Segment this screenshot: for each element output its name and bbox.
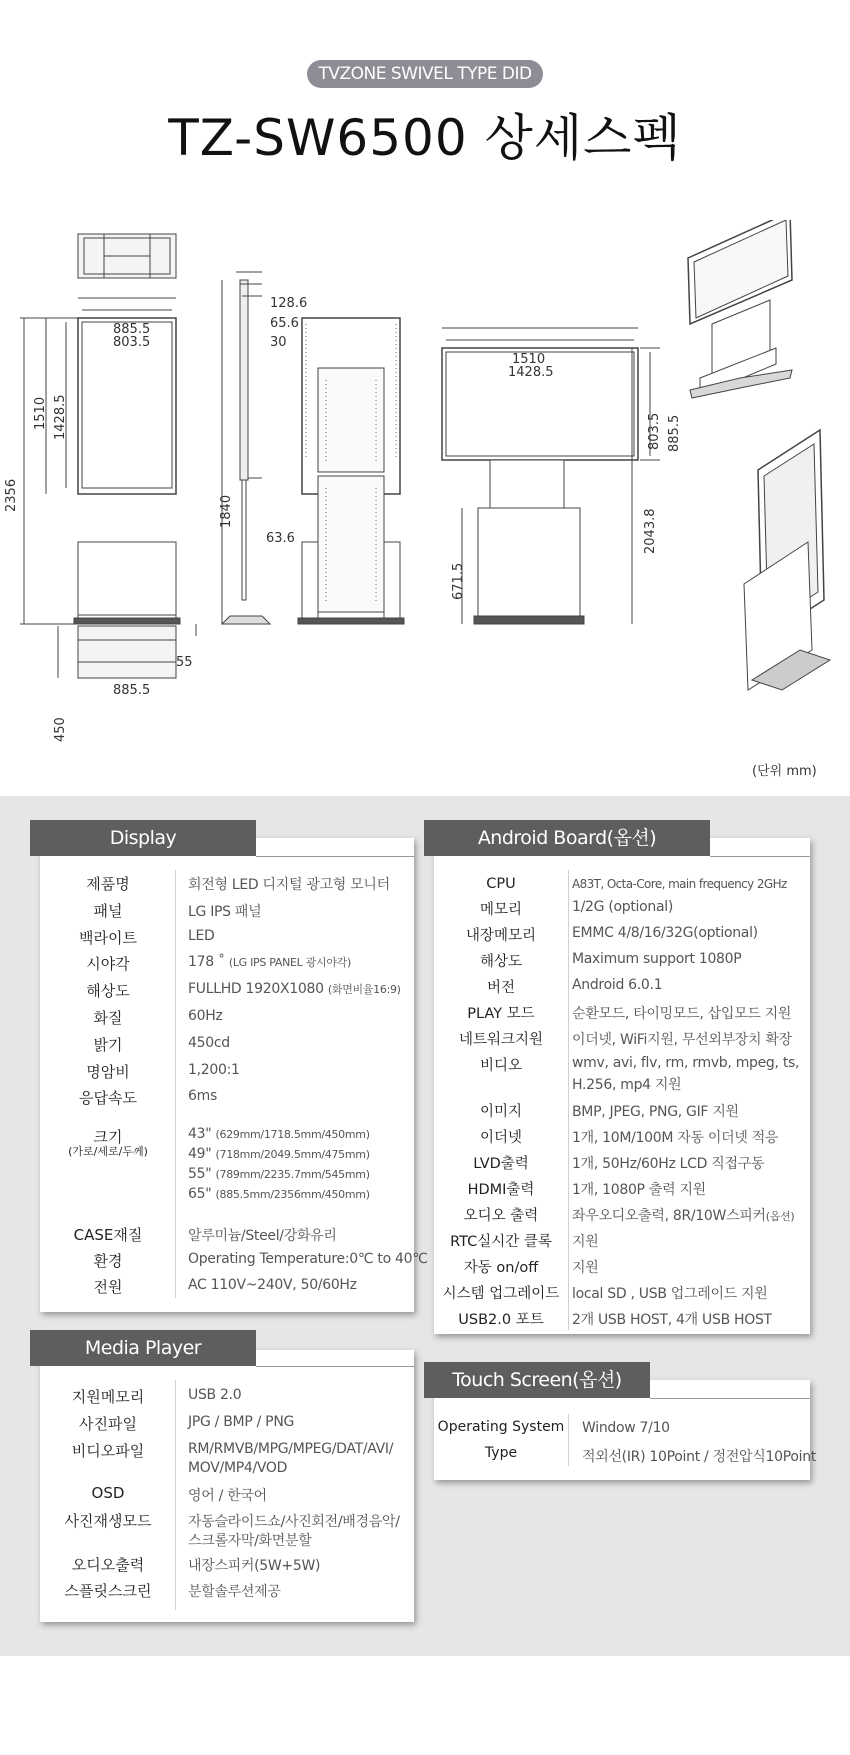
svg-text:1840: 1840 bbox=[219, 494, 234, 528]
unit-note: (단위 mm) bbox=[752, 764, 817, 779]
android-label: 네트워크지원 bbox=[458, 1032, 544, 1048]
android-label: 내장메모리 bbox=[465, 928, 537, 944]
touch-value: Window 7/10 bbox=[582, 1420, 670, 1436]
android-value bbox=[572, 1257, 598, 1277]
perspective-landscape-drawing bbox=[688, 220, 792, 398]
svg-text:1428.5: 1428.5 bbox=[508, 365, 554, 380]
touch-value: 적외선(IR) 10Point / 정전압식10Point bbox=[582, 1449, 816, 1465]
display-label: 시야각 bbox=[86, 955, 130, 974]
android-value bbox=[572, 899, 673, 915]
android-value-text: 1/2G (optional) bbox=[572, 899, 673, 915]
media-value-line2: MOV/MP4/VOD bbox=[188, 1460, 288, 1476]
android-value bbox=[572, 1127, 778, 1147]
android-value-text: BMP, JPEG, PNG, GIF 지원 bbox=[572, 1104, 739, 1120]
touch-divider bbox=[568, 1414, 569, 1466]
android-value bbox=[572, 1231, 598, 1251]
svg-text:450: 450 bbox=[53, 717, 68, 742]
android-label: 시스템 업그레이드 bbox=[442, 1286, 560, 1302]
android-value bbox=[572, 951, 741, 967]
android-value bbox=[572, 1003, 791, 1023]
android-value-note: (옵션) bbox=[765, 1210, 795, 1223]
media-value: 자동슬라이드쇼/사진회전/배경음악/ bbox=[188, 1514, 400, 1530]
display-value-text: 450cd bbox=[188, 1034, 230, 1051]
android-label: PLAY 모드 bbox=[467, 1006, 535, 1022]
svg-text:63.6: 63.6 bbox=[266, 531, 295, 546]
display-value: AC 110V~240V, 50/60Hz bbox=[188, 1277, 357, 1293]
android-label: HDMI출력 bbox=[467, 1182, 535, 1198]
media-label: 스플릿스크린 bbox=[64, 1582, 152, 1600]
android-value bbox=[572, 1055, 799, 1071]
android-label: 이미지 bbox=[479, 1104, 523, 1120]
display-label: 환경 bbox=[93, 1252, 123, 1270]
display-label: 백라이트 bbox=[79, 928, 137, 947]
display-value bbox=[188, 874, 390, 894]
display-panel-title: Display bbox=[30, 820, 256, 856]
media-value: 분할솔루션제공 bbox=[188, 1584, 281, 1600]
size-inch: 65" bbox=[188, 1186, 212, 1202]
side-view-drawing bbox=[196, 272, 270, 636]
media-value: JPG / BMP / PNG bbox=[188, 1414, 295, 1430]
display-value bbox=[188, 954, 351, 970]
svg-text:30: 30 bbox=[270, 335, 287, 350]
size-dims: (718mm/2049.5mm/475mm) bbox=[215, 1148, 370, 1161]
android-value-text: 지원 bbox=[572, 1234, 599, 1250]
display-value bbox=[188, 1088, 217, 1104]
android-value bbox=[572, 977, 662, 993]
display-value bbox=[188, 981, 401, 997]
size-inch: 55" bbox=[188, 1166, 212, 1182]
android-value-text: Maximum support 1080P bbox=[572, 951, 742, 967]
display-label: 화질 bbox=[93, 1009, 123, 1027]
display-value bbox=[188, 901, 261, 921]
android-label: 이더넷 bbox=[479, 1130, 523, 1146]
display-value-text: LED bbox=[188, 927, 215, 944]
display-value bbox=[188, 1062, 240, 1078]
android-label: USB2.0 포트 bbox=[458, 1312, 544, 1328]
svg-text:1510: 1510 bbox=[512, 352, 546, 367]
display-value-text: LG IPS 패널 bbox=[188, 903, 262, 920]
display-value: 알루미늄/Steel/강화유리 bbox=[188, 1228, 337, 1244]
display-label: 명암비 bbox=[86, 1062, 130, 1081]
android-value-text: 지원 bbox=[572, 1260, 599, 1276]
size-value bbox=[188, 1166, 370, 1182]
size-value bbox=[188, 1186, 370, 1202]
svg-text:2356: 2356 bbox=[4, 478, 19, 512]
dimension-drawings bbox=[0, 220, 850, 780]
size-sublabel: (가로/세로/두께) bbox=[68, 1145, 148, 1158]
size-value bbox=[188, 1146, 370, 1162]
size-dims: (629mm/1718.5mm/450mm) bbox=[215, 1128, 370, 1141]
android-label: LVD출력 bbox=[473, 1156, 529, 1172]
display-label: CASE재질 bbox=[73, 1226, 143, 1244]
android-label: 비디오 bbox=[479, 1058, 523, 1074]
android-value-text: 이더넷, WiFi지원, 무선외부장치 확장 bbox=[572, 1032, 792, 1048]
svg-text:1510: 1510 bbox=[33, 396, 48, 430]
display-value-note: (LG IPS PANEL 광시야각) bbox=[228, 956, 351, 970]
media-label: 지원메모리 bbox=[71, 1388, 145, 1406]
display-value-text: 1,200:1 bbox=[188, 1061, 240, 1078]
size-dims: (885.5mm/2356mm/450mm) bbox=[215, 1188, 370, 1201]
android-title-underline bbox=[710, 856, 810, 857]
size-value bbox=[188, 1126, 370, 1142]
android-label: 오디오 출력 bbox=[463, 1208, 539, 1224]
android-value bbox=[572, 1029, 792, 1049]
android-value-text: EMMC 4/8/16/32G(optional) bbox=[572, 925, 758, 941]
android-value bbox=[572, 1283, 768, 1303]
svg-text:128.6: 128.6 bbox=[270, 296, 308, 311]
display-label: 응답속도 bbox=[79, 1089, 137, 1108]
media-label: 사진파일 bbox=[79, 1415, 137, 1433]
size-label: 크기 bbox=[93, 1128, 123, 1146]
android-value-text: local SD , USB 업그레이드 지원 bbox=[572, 1286, 768, 1302]
display-label: 제품명 bbox=[86, 875, 130, 893]
android-value bbox=[572, 1153, 764, 1173]
media-panel-title: Media Player bbox=[30, 1330, 256, 1366]
page-title: TZ-SW6500 상세스펙 bbox=[168, 109, 682, 167]
android-value-text: 좌우오디오출력, 8R/10W스피커 bbox=[572, 1208, 766, 1224]
touch-label: Operating System bbox=[437, 1419, 565, 1435]
touch-panel-title: Touch Screen(옵션) bbox=[424, 1362, 650, 1398]
android-value-line2: H.256, mp4 지원 bbox=[572, 1077, 682, 1093]
display-value: Operating Temperature:0℃ to 40℃ bbox=[188, 1251, 428, 1267]
size-dims: (789mm/2235.7mm/545mm) bbox=[215, 1168, 370, 1181]
media-value: 영어 / 한국어 bbox=[188, 1488, 267, 1504]
android-label: RTC실시간 클록 bbox=[450, 1234, 552, 1250]
display-title-underline bbox=[256, 856, 414, 857]
android-value-text: wmv, avi, flv, rm, rmvb, mpeg, ts, bbox=[572, 1055, 800, 1071]
display-value bbox=[188, 928, 215, 944]
android-divider bbox=[568, 870, 569, 1330]
android-value bbox=[572, 925, 758, 941]
svg-text:885.5: 885.5 bbox=[113, 322, 151, 337]
top-view-drawing bbox=[78, 234, 176, 278]
android-value-text: 1개, 1080P 출력 지원 bbox=[572, 1182, 706, 1198]
rear-view-drawing bbox=[298, 318, 404, 624]
android-value-text: 순환모드, 타이밍모드, 삽입모드 지원 bbox=[572, 1006, 792, 1022]
display-value-text: 178 ˚ bbox=[188, 954, 225, 971]
svg-text:671.5: 671.5 bbox=[451, 562, 466, 600]
media-title-underline bbox=[256, 1366, 414, 1367]
media-label: 오디오출력 bbox=[71, 1556, 145, 1574]
android-label: CPU bbox=[486, 876, 516, 892]
android-label: 메모리 bbox=[479, 902, 523, 918]
android-value bbox=[572, 877, 787, 891]
android-value bbox=[572, 1309, 772, 1329]
touch-label: Type bbox=[484, 1445, 518, 1461]
media-label: 비디오파일 bbox=[71, 1442, 145, 1460]
display-label: 밝기 bbox=[93, 1035, 123, 1054]
android-value-text: 1개, 10M/100M 자동 이더넷 적응 bbox=[572, 1130, 779, 1146]
android-value-text: 1개, 50Hz/60Hz LCD 직접구동 bbox=[572, 1156, 765, 1172]
media-value: 내장스피커(5W+5W) bbox=[188, 1558, 321, 1574]
media-label: 사진재생모드 bbox=[64, 1512, 152, 1530]
product-line-badge: TVZONE SWIVEL TYPE DID bbox=[307, 60, 543, 88]
android-panel-title: Android Board(옵션) bbox=[424, 820, 710, 856]
media-value: RM/RMVB/MPG/MPEG/DAT/AVI/ bbox=[188, 1441, 394, 1457]
display-value-text: 회전형 LED 디지털 광고형 모니터 bbox=[188, 877, 390, 893]
android-value bbox=[572, 1101, 739, 1121]
android-value bbox=[572, 1179, 706, 1199]
display-value-text: 6ms bbox=[188, 1088, 217, 1105]
android-label: 해상도 bbox=[479, 954, 523, 970]
svg-text:1428.5: 1428.5 bbox=[53, 394, 68, 440]
svg-text:55: 55 bbox=[176, 655, 193, 670]
display-label: 전원 bbox=[93, 1278, 123, 1296]
android-label: 자동 on/off bbox=[463, 1260, 539, 1276]
svg-text:803.5: 803.5 bbox=[647, 412, 662, 450]
svg-text:885.5: 885.5 bbox=[667, 414, 682, 452]
display-value-note: (화면비율16:9) bbox=[327, 983, 401, 997]
android-value-text: Android 6.0.1 bbox=[572, 977, 663, 993]
android-value-text: 2개 USB HOST, 4개 USB HOST bbox=[572, 1312, 772, 1328]
display-value-text: 60Hz bbox=[188, 1008, 223, 1024]
front-view-drawing bbox=[20, 298, 180, 624]
media-value-line2: 스크롤자막/화면분할 bbox=[188, 1533, 312, 1549]
size-inch: 43" bbox=[188, 1126, 212, 1142]
display-label: 패널 bbox=[93, 901, 123, 920]
touch-title-underline bbox=[650, 1398, 810, 1399]
android-value bbox=[572, 1205, 794, 1225]
perspective-portrait-drawing bbox=[744, 430, 830, 690]
svg-text:2043.8: 2043.8 bbox=[643, 508, 658, 554]
display-label: 해상도 bbox=[86, 982, 130, 1001]
svg-text:803.5: 803.5 bbox=[113, 335, 151, 350]
media-label: OSD bbox=[91, 1484, 125, 1502]
display-value bbox=[188, 1035, 230, 1051]
display-value bbox=[188, 1008, 223, 1024]
svg-text:885.5: 885.5 bbox=[113, 683, 151, 698]
android-label: 버전 bbox=[486, 980, 515, 996]
display-value-text: FULLHD 1920X1080 bbox=[188, 981, 324, 998]
media-value: USB 2.0 bbox=[188, 1387, 242, 1403]
android-value-text: A83T, Octa-Core, main frequency 2GHz bbox=[572, 877, 787, 891]
size-inch: 49" bbox=[188, 1146, 212, 1162]
svg-text:65.6: 65.6 bbox=[270, 316, 299, 331]
